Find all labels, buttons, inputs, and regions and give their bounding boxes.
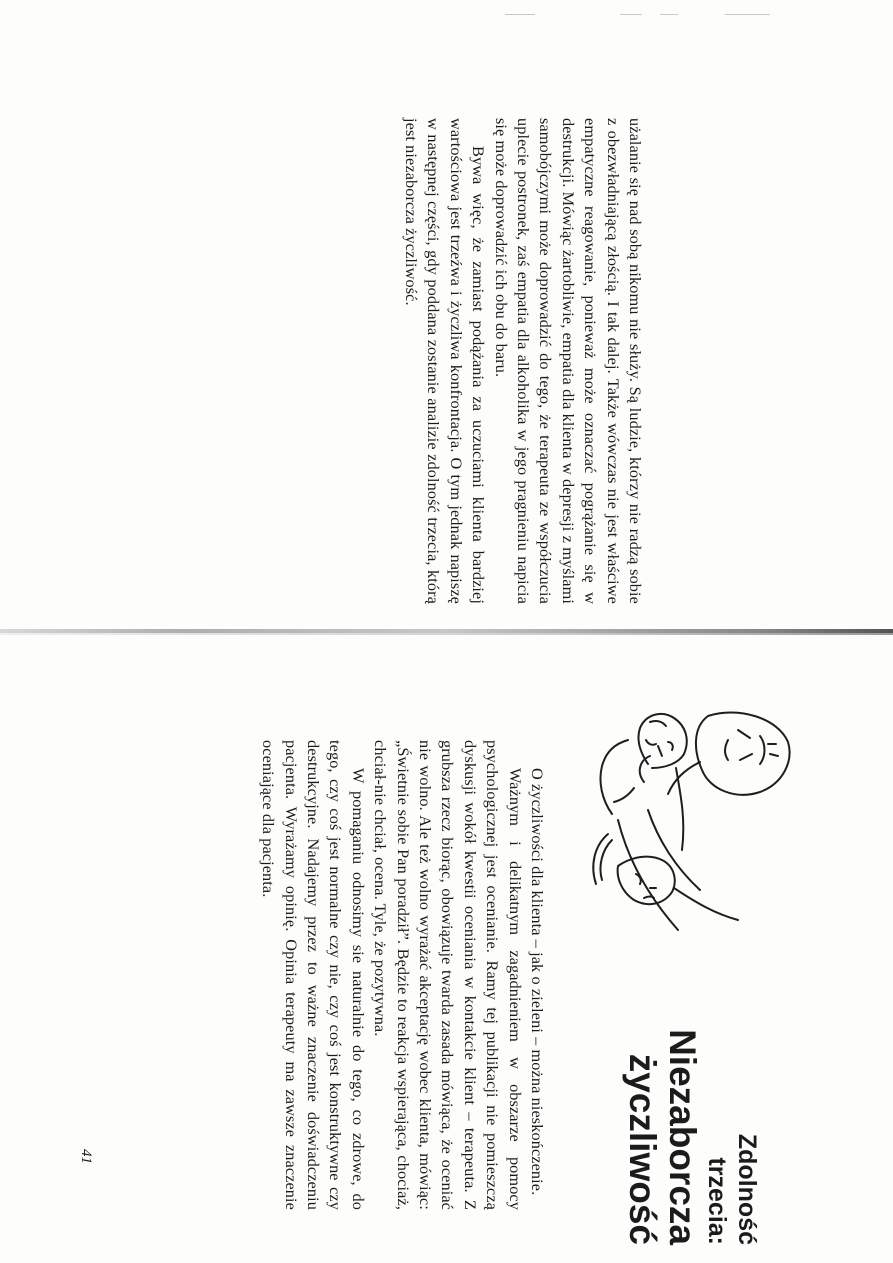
heading-title: Niezaborcza <box>662 1029 703 1245</box>
paragraph: użalanie się nad sobą nikomu nie służy. Są ludzie, którzy nie radzą sobie z obezwładniającą złością. I tak dalej. Także wówczas nie jest właściwe empatyczne reagowanie, ponieważ może oznaczać pogrążanie się w destrukcji. Mówiąc żartobliwie, empatia dla klienta w depresji z myślami samobójczymi może doprowadzić do tego, że terapeuta ze współczucia uplecie postronek, zaś empatia dla alkoholika w jego pragnieniu napicia się może doprowadzić ich obu do baru. <box>491 118 645 604</box>
left-page-text <box>400 118 646 604</box>
paragraph: O życzliwości dla klienta – jak o zieleni – można nieskończenie. <box>528 768 547 1196</box>
heading-title: życzliwość <box>622 1053 663 1245</box>
scan-edge-marks <box>500 8 780 18</box>
paragraph: Ważnym i delikatnym zagadnieniem w obszarze pomocy psychologicznej jest ocenianie. Ramy tej publikacji nie pomieszczą dyskusji wokół kwestii oceniania w kontakcie klient – terapeuta. Z grubsza rzecz biorąc, obowiązuje twarda zasada mówiąca, że oceniać nie wolno. Ale też wolno wyrażać akceptację wobec klienta, mówiąc: „Świetnie sobie Pan poradził”. Będzie to reakcja wspierająca, chociaż, chciał-nie chciał, ocena. Tyle, że pozytywna. <box>371 740 525 1210</box>
page-number: 41 <box>78 1149 94 1164</box>
paragraph: Bywa więc, że zamiast podążania za uczuciami klienta bardziej wartościowa jest trzeźwa i życzliwa konfrontacja. O tym jednak napiszę w następnej części, gdy poddana zostanie analizie zdolność trzecia, którą jest niezaborcza życzliwość. <box>401 118 489 604</box>
heading-line: trzecia: <box>703 1157 731 1245</box>
page-fold-shadow <box>0 633 893 635</box>
paragraph: W pomaganiu odnosimy sie naturalnie do tego, co zdrowe, do tego, czy coś jest normalne czy nie, czy coś jest konstruktywne czy destrukcyjne. Nadajemy przez to ważne znaczenie doświadczeniu pacjenta. Wyrażamy opinię. Opinia terapeuty ma zawsze znaczenie oceniające dla pacjenta. <box>259 740 368 1210</box>
mask-outline <box>696 712 790 794</box>
chapter-heading <box>622 935 762 1245</box>
heading-line: Zdolność <box>733 1133 761 1245</box>
cartoon-illustration <box>588 700 798 950</box>
right-page-text <box>257 740 548 1210</box>
